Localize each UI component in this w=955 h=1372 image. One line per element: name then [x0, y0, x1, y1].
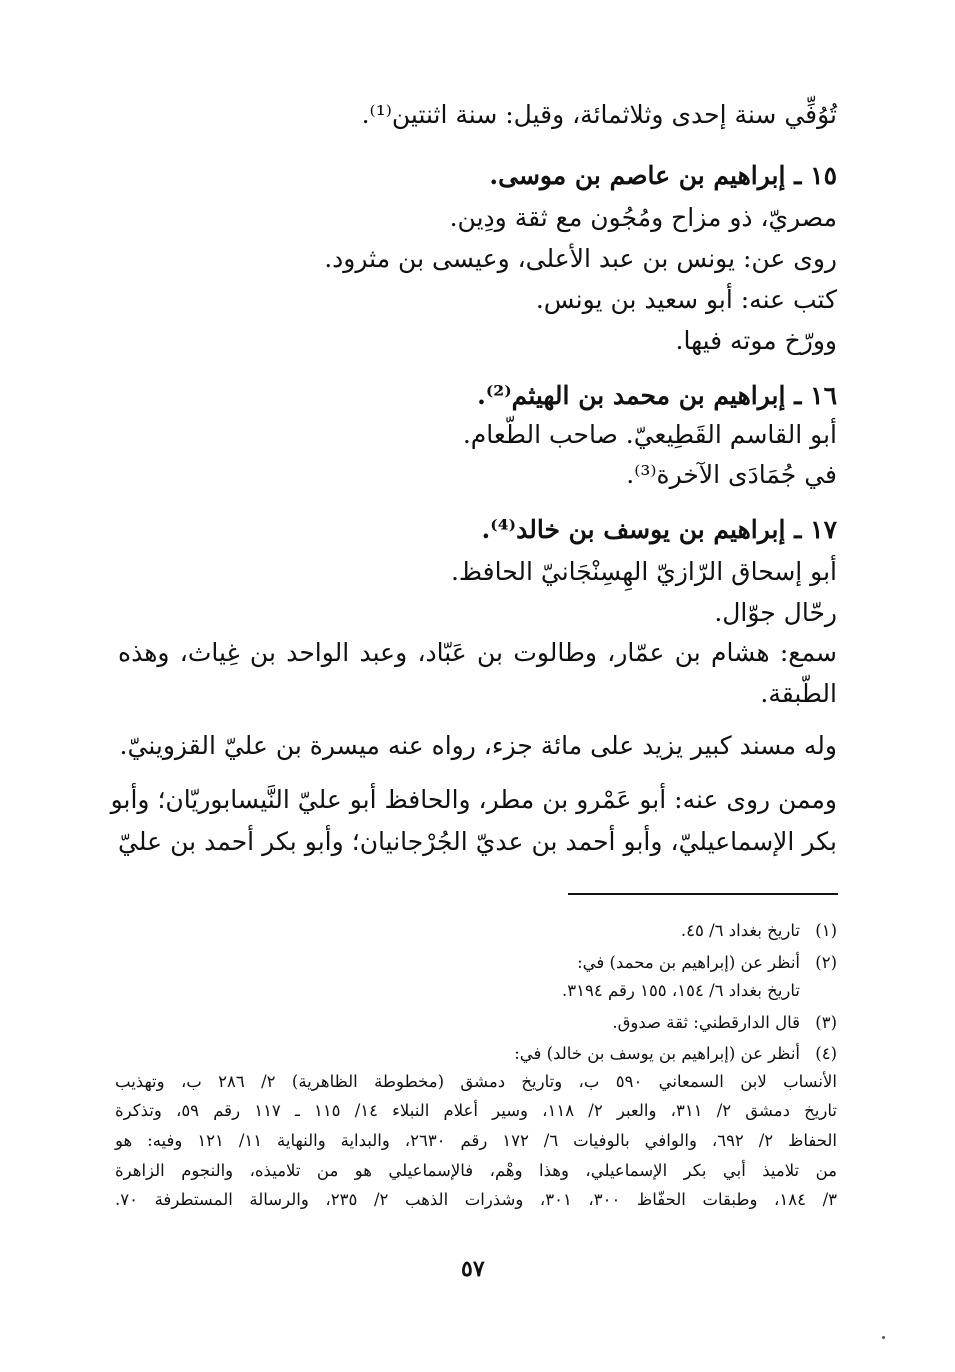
text-line: مصريّ، ذو مزاح ومُجُون مع ثقة ودِين.: [449, 203, 837, 232]
footnote-line: تاريخ دمشق ٢/ ٣١١، والعبر ٢/ ١١٨، وسير أعلام النبلاء ١٤/ ١١٥ ـ ١١٧ رقم ٥٩، وتذكرة: [115, 1101, 837, 1120]
scan-speck: [882, 1336, 885, 1339]
footnote-line: الأنساب لابن السمعاني ٥٩٠ ب، وتاريخ دمشق (مخطوطة الظاهرية) ٢/ ٢٨٦ ب، وتهذيب: [115, 1072, 837, 1091]
entry-heading: ١٦ ـ إبراهيم بن محمد بن الهيثم⁽²⁾.: [477, 381, 837, 410]
text-line: رحّال جوّال.: [714, 598, 837, 627]
footnote-line: أنظر عن (إبراهيم بن يوسف بن خالد) في:: [514, 1044, 800, 1063]
footnote-number: (١): [815, 921, 837, 940]
footnote-number: (٣): [815, 1013, 837, 1032]
text-line: وورّخ موته فيها.: [675, 326, 837, 355]
footnote-line: الحفاظ ٢/ ٦٩٢، والوافي بالوفيات ٦/ ١٧٢ رقم ٢٦٣٠، والبداية والنهاية ١١/ ١٢١ وفيه: هو: [115, 1131, 837, 1150]
footnote-number: (٢): [815, 953, 837, 972]
text-line: وممن روى عنه: أبو عَمْرو بن مطر، والحافظ أبو عليّ النَّيسابوريّان؛ وأبو: [110, 785, 837, 814]
text-line: كتب عنه: أبو سعيد بن يونس.: [535, 285, 837, 314]
text-line: أبو إسحاق الرّازيّ الهِسِنْجَانيّ الحافظ.: [450, 557, 837, 586]
footnote-number: (٤): [815, 1044, 837, 1063]
footnote-line: تاريخ بغداد ٦/ ١٥٤، ١٥٥ رقم ٣١٩٤.: [562, 981, 800, 1000]
text-line: سمع: هشام بن عمّار، وطالوت بن عَبّاد، وعبد الواحد بن غِياث، وهذه: [118, 638, 837, 667]
footnote-line: ٣/ ١٨٤، وطبقات الحفّاظ ٣٠٠، ٣٠١، وشذرات الذهب ٢/ ٢٣٥، والرسالة المستطرفة ٧٠.: [115, 1190, 838, 1209]
text-line: في جُمَادَى الآخرة⁽³⁾.: [626, 460, 837, 489]
text-line: أبو القاسم القَطِيعيّ. صاحب الطّعام.: [462, 420, 837, 449]
entry-heading: ١٧ ـ إبراهيم بن يوسف بن خالد⁽⁴⁾.: [481, 515, 837, 544]
text-line: الطّبقة.: [760, 679, 837, 708]
text-line: تُوُفِّي سنة إحدى وثلاثمائة، وقيل: سنة اثنتين⁽¹⁾.: [361, 100, 837, 129]
text-line: وله مسند كبير يزيد على مائة جزء، رواه عنه ميسرة بن عليّ القزوينيّ.: [119, 731, 837, 760]
footnote-line: تاريخ بغداد ٦/ ٤٥.: [680, 921, 800, 940]
text-line: بكر الإسماعيليّ، وأبو أحمد بن عديّ الجُرْجانيان؛ وأبو بكر أحمد بن عليّ: [118, 827, 837, 856]
footnote-line: أنظر عن (إبراهيم بن محمد) في:: [577, 953, 800, 972]
footnote-separator: [568, 893, 838, 895]
entry-heading: ١٥ ـ إبراهيم بن عاصم بن موسى.: [489, 161, 837, 190]
text-line: روى عن: يونس بن عبد الأعلى، وعيسى بن مثرود.: [324, 244, 837, 273]
footnote-line: قال الدارقطني: ثقة صدوق.: [612, 1013, 800, 1032]
page-number: ٥٧: [461, 1256, 485, 1282]
footnote-line: من تلاميذ أبي بكر الإسماعيلي، وهذا وهْم، فالإسماعيلي هو من تلاميذه، والنجوم الزاهرة: [115, 1161, 837, 1180]
